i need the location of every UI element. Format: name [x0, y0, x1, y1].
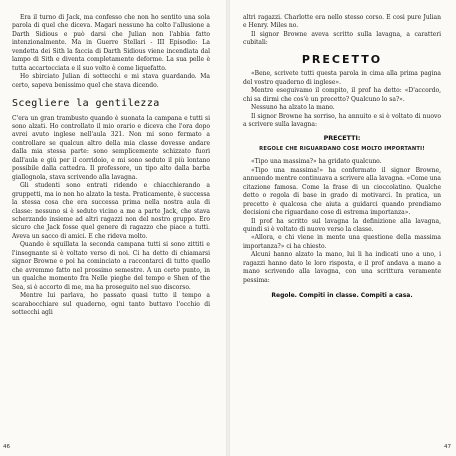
- paragraph: Nessuno ha alzato la mano.: [251, 104, 335, 112]
- paragraph: Alcuni hanno alzato la mano, lui li ha indicati uno a uno, i ragazzi hanno dato le loro risposta, e il prof andava a mano a mano scrivendo alla lavagna, con una scrittura veramente pessima:: [243, 251, 441, 284]
- blackboard-title: PRECETTI:: [323, 134, 361, 143]
- paragraph: Il prof ha scritto sul lavagna la definizione alla lavagna, quindi si è voltato di nuovo verso la classe.: [243, 217, 441, 233]
- paragraph: Ho sbirciato Julian di sottecchi e mi stava guardando. Ma certo, sapeva benissimo quel che stava dicendo.: [12, 73, 210, 89]
- page-number-right: 47: [444, 444, 452, 450]
- paragraph: «Bene, scrivete tutti questa parola in cima alla prima pagina del vostro quaderno di inglese».: [243, 70, 441, 86]
- book-gutter: [226, 0, 230, 456]
- paragraph: Mentre eseguivamo il compito, il prof ha detto: «D'accordo, chi sa dirmi che cos'è un precetto? Qualcuno lo sa?».: [243, 87, 441, 103]
- paragraph: Gli studenti sono entrati ridendo e chiacchierando a gruppetti, ma io non ho alzato la testa. Praticamente, è successa la stessa cosa che era successa prima nella nostra aula di classe: nessuno si è seduto vicino a me a parte Jack, che stava scherzando insieme ad altri ragazzi non del nostro gruppo. Ero sicuro che Jack fosse quel genere di ragazzo che piace a tutti. Aveva un sacco di amici. E che rideva molto.: [12, 182, 210, 240]
- left-page: [12, 14, 210, 434]
- right-page: [243, 14, 441, 434]
- paragraph: Era il turno di Jack, ma confesso che non ho sentito una sola parola di quel che diceva. Magari nessuno ha colto l'allusione a Darth Sidious e può darsi che Julian non l'abbia fatto intenzionalmente. Ma in Guerre Stellari - III Episodio: La vendetta dei Sith la faccia di Darth Sidious viene incendiata dal lampo di Sith e diventa completamente deforme. La sua pelle è tutta accartocciata e il suo volto è come liquefatto.: [12, 14, 210, 72]
- paragraph: «Allora, e chi viene in mente una questione della massima importanza?» ci ha chiesto.: [243, 234, 441, 250]
- paragraph: «Tipo una massima?» ha gridato qualcuno.: [251, 158, 382, 166]
- paragraph: C'era un gran trambusto quando è suonata la campana e tutti si sono alzati. Ho controllato il mio orario e diceva che l'ora dopo avrei avuto inglese nell'aula 321. Non mi sono fermato a controllare se qualcun altro della mia classe dovesse andare dalla mia stessa parte: sono semplicemente schizzato fuori dall'aula e giù per il corridoio, e mi sono seduto il più lontano possibile dalla cattedra. Il professore, un tipo alto dalla barba giallognola, stava scrivendo alla lavagna.: [12, 114, 210, 181]
- paragraph: altri ragazzi. Charlotte era nello stesso corso. E così pure Julian e Henry. Miles no.: [243, 14, 441, 30]
- blackboard-word: PRECETTO: [301, 52, 383, 66]
- section-heading: Scegliere la gentilezza: [12, 98, 160, 110]
- blackboard-rules: Regole. Compiti in classe. Compiti a casa.: [271, 292, 413, 300]
- paragraph: Quando è squillata la seconda campana tutti si sono zittiti e l'insegnante si è voltato verso di noi. Ci ha detto di chiamarsi signor Browne e poi ha cominciato a raccontarci di tutto quello che avremmo fatto nel prossimo semestre. A un certo punto, in un qualche momento fra Nelle pieghe del tempo e Shen of the Sea, si è accorto di me, ma ha proseguito nel suo discorso.: [12, 241, 210, 291]
- paragraph: Il signor Browne ha sorriso, ha annuito e si è voltato di nuovo a scrivere sulla lavagna:: [243, 112, 441, 128]
- paragraph: Mentre lui parlava, ho passato quasi tutto il tempo a scarabocchiare sul quaderno, ogni tanto buttavo l'occhio di sottecchi agli: [12, 292, 210, 316]
- paragraph: «Tipo una massima!» ha confermato il signor Browne, annuendo mentre continuava a scrivere alla lavagna. «Come una citazione famosa. Come la frase di un cioccolatino. Qualche detto o regola di base in grado di motivarci. In pratica, un precetto è qualcosa che aiuta a guidarci quando prendiamo decisioni che riguardano cose di estrema importanza».: [243, 166, 441, 217]
- paragraph: Il signor Browne aveva scritto sulla lavagna, a caratteri cubitali:: [243, 30, 441, 47]
- page-number-left: 46: [3, 444, 11, 450]
- blackboard-definition: REGOLE CHE RIGUARDANO COSE MOLTO IMPORTANTI!: [259, 145, 425, 152]
